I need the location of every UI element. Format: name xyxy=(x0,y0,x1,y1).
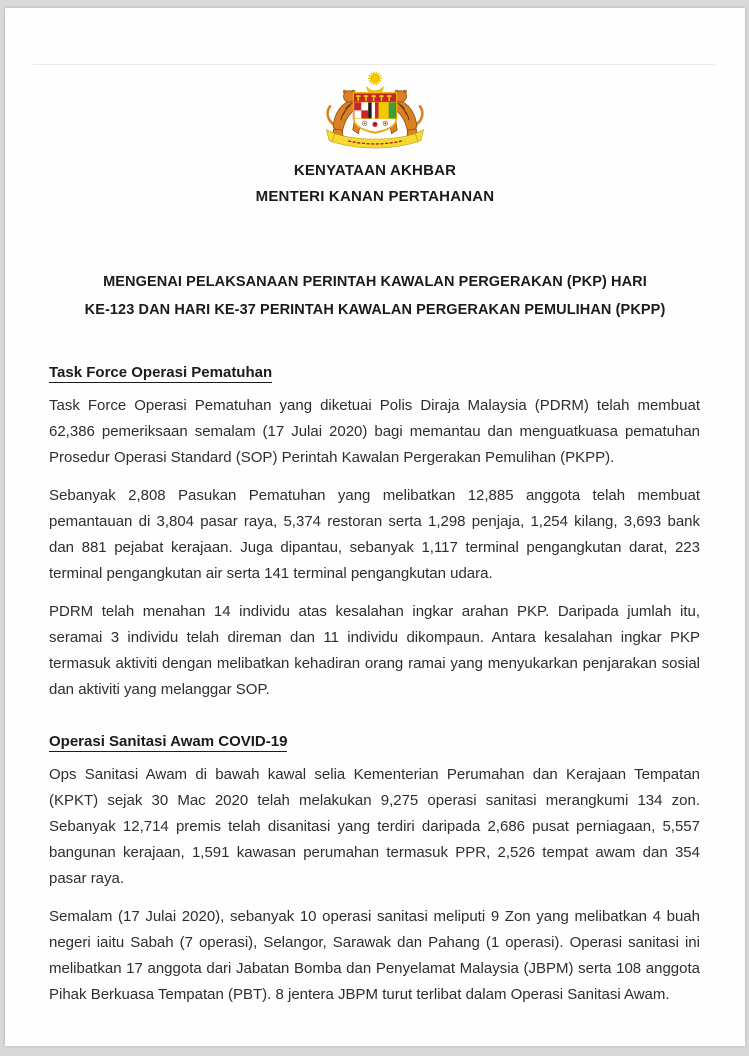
coat-of-arms-svg xyxy=(313,68,437,155)
paragraph-task-force-3: PDRM telah menahan 14 individu atas kesalahan ingkar arahan PKP. Daripada jumlah itu, seramai 3 individu telah direman dan 11 individu dikompaun. Antara kesalahan ingkar PKP termasuk aktiviti dengan melibatkan kehadiran orang ramai yang menyukarkan penjarakan sosial dan aktiviti yang melanggar SOP. xyxy=(49,602,700,698)
title-line-1: MENGENAI PELAKSANAAN PERINTAH KAWALAN PERGERAKAN (PKP) HARI xyxy=(103,273,647,290)
paragraph-task-force-2: Sebanyak 2,808 Pasukan Pematuhan yang melibatkan 12,885 anggota telah membuat pemantauan di 3,804 pasar raya, 5,374 restoran serta 1,298 penjaja, 1,254 kilang, 3,693 bank dan 881 pejabat kerajaan. Juga dipantau, sebanyak 1,117 terminal pengangkutan darat, 223 terminal pengangkutan air serta 141 terminal pengangkutan udara. xyxy=(49,486,700,582)
letterhead xyxy=(5,158,745,210)
federal-star-and-crescent xyxy=(367,72,384,95)
section-heading-text: Operasi Sanitasi Awam COVID-19 xyxy=(49,732,288,750)
crest-shield xyxy=(353,93,396,133)
section-task-force-operasi-pematuhan xyxy=(49,364,700,703)
minister-label: MENTERI KANAN PERTAHANAN xyxy=(255,187,495,205)
title-line-2: KE-123 DAN HARI KE-37 PERINTAH KAWALAN PERGERAKAN PEMULIHAN (PKPP) xyxy=(84,301,666,318)
section-heading-sanitasi xyxy=(49,733,700,750)
section-operasi-sanitasi-awam xyxy=(49,733,700,1008)
paragraph-sanitasi-2: Semalam (17 Julai 2020), sebanyak 10 operasi sanitasi meliputi 9 Zon yang melibatkan 4 buah negeri iaitu Sabah (7 operasi), Selangor, Sarawak dan Pahang (1 operasi). Operasi sanitasi ini melibatkan 17 anggota dari Jabatan Bomba dan Penyelamat Malaysia (JBPM) serta 108 anggota Pihak Berkuasa Tempatan (PBT). 8 jentera JBPM turut terlibat dalam Operasi Sanitasi Awam. xyxy=(49,907,700,1003)
press-statement-title xyxy=(5,268,745,324)
section-heading-text: Task Force Operasi Pematuhan xyxy=(49,363,273,381)
paragraph-task-force-1: Task Force Operasi Pematuhan yang diketuai Polis Diraja Malaysia (PDRM) telah membuat 62,386 pemeriksaan semalam (17 Julai 2020) bagi memantau dan menguatkuasa pematuhan Prosedur Operasi Standard (SOP) Perintah Kawalan Pergerakan Pemulihan (PKPP). xyxy=(49,396,700,466)
section-heading-task-force xyxy=(49,364,700,381)
malaysia-coat-of-arms xyxy=(313,68,437,155)
statement-type-label: KENYATAAN AKHBAR xyxy=(293,161,457,179)
header-divider xyxy=(33,64,715,65)
document-body xyxy=(49,364,700,1008)
document-page xyxy=(5,8,745,1046)
paragraph-sanitasi-1: Ops Sanitasi Awam di bawah kawal selia Kementerian Perumahan dan Kerajaan Tempatan (KPKT) sejak 30 Mac 2020 telah melakukan 9,275 operasi sanitasi merangkumi 134 zon. Sebanyak 12,714 premis telah disanitasi yang terdiri daripada 2,686 pusat perniagaan, 5,557 bangunan kerajaan, 1,591 kawasan perumahan termasuk PPR, 2,526 tempat awam dan 354 pasar raya. xyxy=(49,765,700,887)
